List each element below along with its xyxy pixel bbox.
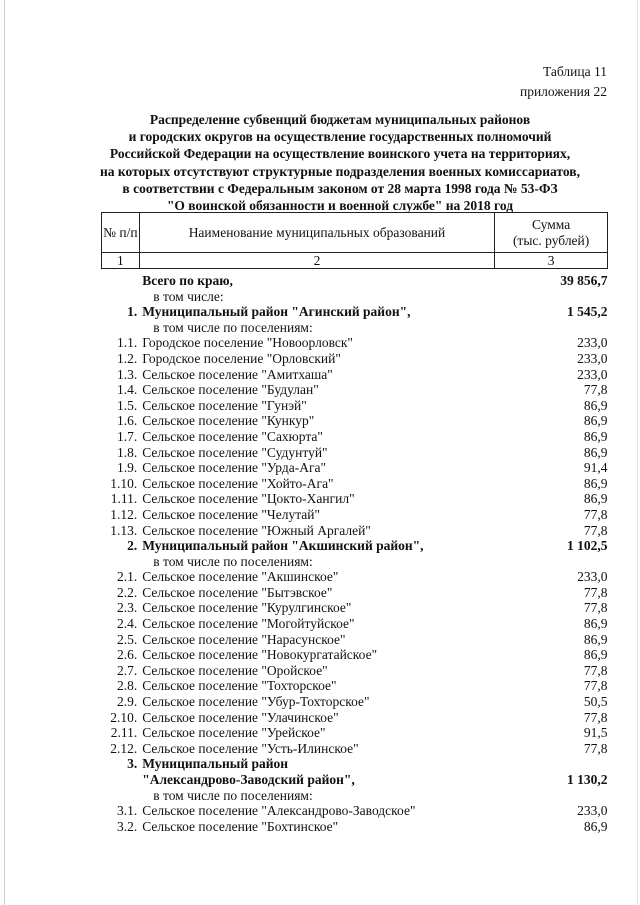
settlement-name: Сельское поселение "Акшинское" bbox=[142, 569, 339, 585]
settlement-name: Сельское поселение "Могойтуйское" bbox=[142, 616, 355, 632]
settlement-row bbox=[102, 741, 608, 757]
settlement-amount: 233,0 bbox=[577, 803, 608, 819]
district-name: Муниципальный район "Агинский район", bbox=[142, 304, 411, 320]
settlement-name: Сельское поселение "Новокургатайское" bbox=[142, 647, 378, 663]
district-amount: 1 102,5 bbox=[567, 538, 608, 554]
title-line: и городских округов на осуществление государственных полномочий bbox=[128, 129, 552, 145]
settlement-row bbox=[102, 335, 608, 351]
title-line: "О воинской обязанности и военной службе" на 2018 год bbox=[166, 198, 514, 214]
district-subheading-row bbox=[102, 320, 608, 336]
table-header-row bbox=[102, 213, 608, 253]
settlement-row bbox=[102, 616, 608, 632]
settlement-amount: 233,0 bbox=[577, 335, 608, 351]
district-subheading: в том числе по поселениям: bbox=[153, 787, 313, 803]
column-header-number: № п/п bbox=[102, 213, 140, 253]
title-line: в соответствии с Федеральным законом от 28 марта 1998 года № 53-ФЗ bbox=[122, 180, 558, 196]
district-name: Муниципальный район bbox=[142, 756, 289, 772]
settlement-row bbox=[102, 413, 608, 429]
column-header-name: Наименование муниципальных образований bbox=[139, 213, 495, 253]
district-number: 1. bbox=[127, 304, 138, 320]
settlement-amount: 77,8 bbox=[583, 522, 608, 538]
district-row bbox=[102, 304, 608, 320]
district-amount: 1 130,2 bbox=[567, 772, 608, 787]
settlement-name: Сельское поселение "Нарасунское" bbox=[142, 631, 346, 647]
settlement-number: 2.1. bbox=[116, 569, 138, 585]
column-number: 3 bbox=[495, 253, 608, 269]
settlement-amount: 77,8 bbox=[583, 600, 608, 616]
title-line: Российской Федерации на осуществление воинского учета на территориях, bbox=[109, 146, 571, 162]
settlement-amount: 86,9 bbox=[583, 647, 608, 663]
settlement-row bbox=[102, 585, 608, 601]
district-number: 2. bbox=[127, 538, 138, 554]
settlement-row bbox=[102, 367, 608, 383]
page-edge-left bbox=[4, 0, 5, 905]
settlement-row bbox=[102, 803, 608, 819]
settlement-name: Сельское поселение "Гунэй" bbox=[142, 397, 307, 413]
settlement-name: Сельское поселение "Судунтуй" bbox=[142, 444, 328, 460]
settlement-number: 2.8. bbox=[116, 678, 138, 694]
settlement-row bbox=[102, 523, 608, 539]
district-subheading-row bbox=[102, 788, 608, 804]
settlement-name: Сельское поселение "Будулан" bbox=[142, 382, 319, 398]
total-label: Всего по краю, bbox=[142, 273, 233, 288]
district-row bbox=[102, 772, 608, 788]
settlement-number: 3.1. bbox=[116, 803, 138, 819]
settlement-amount: 77,8 bbox=[583, 506, 608, 522]
settlement-row bbox=[102, 694, 608, 710]
settlement-amount: 86,9 bbox=[583, 397, 608, 413]
settlement-amount: 233,0 bbox=[577, 350, 608, 366]
settlement-amount: 86,9 bbox=[583, 475, 608, 491]
title-line: Распределение субвенций бюджетам муниципальных районов bbox=[149, 112, 531, 127]
settlement-name: Сельское поселение "Бытэвское" bbox=[142, 584, 333, 600]
page-edge-right bbox=[637, 0, 638, 905]
settlement-row bbox=[102, 445, 608, 461]
settlement-name: Сельское поселение "Урейское" bbox=[142, 725, 326, 741]
settlement-amount: 91,4 bbox=[583, 460, 608, 476]
settlement-amount: 91,5 bbox=[583, 725, 608, 741]
settlement-number: 2.5. bbox=[116, 631, 138, 647]
settlement-amount: 86,9 bbox=[583, 616, 608, 632]
settlement-row bbox=[102, 725, 608, 741]
district-subheading: в том числе по поселениям: bbox=[153, 553, 313, 569]
district-name: Муниципальный район "Акшинский район", bbox=[142, 538, 424, 554]
settlement-row bbox=[102, 632, 608, 648]
settlement-row bbox=[102, 351, 608, 367]
column-header-amount-line1: Сумма bbox=[531, 216, 571, 232]
settlement-name: Сельское поселение "Тохторское" bbox=[142, 678, 337, 694]
settlement-number: 2.10. bbox=[110, 709, 138, 725]
total-amount: 39 856,7 bbox=[560, 273, 608, 288]
settlement-amount: 86,9 bbox=[583, 631, 608, 647]
settlement-row bbox=[102, 600, 608, 616]
column-number: 2 bbox=[139, 253, 495, 269]
settlement-name: Сельское поселение "Сахюрта" bbox=[142, 428, 323, 444]
settlement-amount: 86,9 bbox=[583, 491, 608, 507]
settlement-name: Сельское поселение "Убур-Тохторское" bbox=[142, 694, 370, 710]
settlement-row bbox=[102, 819, 608, 835]
settlement-number: 2.9. bbox=[116, 694, 138, 710]
settlement-name: Сельское поселение "Оройское" bbox=[142, 662, 328, 678]
settlement-number: 2.4. bbox=[116, 616, 138, 632]
column-header-amount-line2: (тыс. рублей) bbox=[512, 232, 590, 248]
settlement-number: 1.2. bbox=[116, 350, 138, 366]
settlement-row bbox=[102, 663, 608, 679]
settlement-number: 2.11. bbox=[110, 725, 138, 741]
settlement-amount: 233,0 bbox=[577, 366, 608, 382]
settlement-amount: 86,9 bbox=[583, 428, 608, 444]
settlement-row bbox=[102, 382, 608, 398]
settlement-number: 2.7. bbox=[116, 662, 138, 678]
settlement-name: Сельское поселение "Цокто-Хангил" bbox=[142, 491, 355, 507]
district-amount: 1 545,2 bbox=[567, 304, 608, 320]
settlement-number: 1.11. bbox=[110, 491, 138, 507]
settlement-number: 1.6. bbox=[116, 413, 138, 429]
settlement-number: 1.4. bbox=[116, 382, 138, 398]
settlement-amount: 233,0 bbox=[577, 569, 608, 585]
settlement-number: 3.2. bbox=[116, 818, 138, 834]
settlement-number: 1.7. bbox=[116, 428, 138, 444]
settlement-name: Сельское поселение "Южный Аргалей" bbox=[142, 522, 371, 538]
settlement-number: 1.10. bbox=[110, 475, 138, 491]
settlement-number: 1.13. bbox=[110, 522, 138, 538]
settlement-amount: 77,8 bbox=[583, 740, 608, 756]
settlement-amount: 77,8 bbox=[583, 584, 608, 600]
settlement-name: Сельское поселение "Челутай" bbox=[142, 506, 320, 522]
settlement-name: Сельское поселение "Усть-Илинское" bbox=[142, 740, 359, 756]
document-title bbox=[60, 111, 620, 214]
settlement-number: 1.5. bbox=[116, 397, 138, 413]
district-subheading: в том числе по поселениям: bbox=[153, 319, 313, 335]
column-number-row bbox=[102, 253, 608, 269]
district-name: "Александрово-Заводский район", bbox=[142, 772, 355, 787]
settlement-amount: 77,8 bbox=[583, 709, 608, 725]
settlement-name: Сельское поселение "Курулгинское" bbox=[142, 600, 352, 616]
settlement-row bbox=[102, 460, 608, 476]
settlement-number: 1.9. bbox=[116, 460, 138, 476]
settlement-amount: 86,9 bbox=[583, 444, 608, 460]
settlement-amount: 77,8 bbox=[583, 678, 608, 694]
column-header-amount bbox=[495, 213, 608, 253]
settlement-number: 2.3. bbox=[116, 600, 138, 616]
settlement-number: 2.12. bbox=[110, 740, 138, 756]
settlement-amount: 77,8 bbox=[583, 382, 608, 398]
settlement-name: Сельское поселение "Урда-Ага" bbox=[142, 460, 327, 476]
appendix-reference: приложения 22 bbox=[519, 84, 607, 99]
settlement-row bbox=[102, 710, 608, 726]
settlement-name: Сельское поселение "Хойто-Ага" bbox=[142, 475, 334, 491]
settlement-name: Сельское поселение "Амитхаша" bbox=[142, 366, 333, 382]
settlement-name: Сельское поселение "Улачинское" bbox=[142, 709, 339, 725]
settlement-row bbox=[102, 398, 608, 414]
column-number: 1 bbox=[102, 253, 140, 269]
settlement-row bbox=[102, 569, 608, 585]
settlement-row bbox=[102, 429, 608, 445]
settlement-amount: 50,5 bbox=[583, 694, 608, 710]
settlement-row bbox=[102, 507, 608, 523]
settlement-number: 1.1. bbox=[116, 335, 138, 351]
settlement-amount: 86,9 bbox=[583, 818, 608, 834]
settlement-number: 1.8. bbox=[116, 444, 138, 460]
settlement-row bbox=[102, 491, 608, 507]
settlement-row bbox=[102, 476, 608, 492]
settlement-number: 1.12. bbox=[110, 506, 138, 522]
table-reference: Таблица 11 bbox=[543, 64, 607, 79]
settlement-row bbox=[102, 678, 608, 694]
settlement-number: 2.2. bbox=[116, 584, 138, 600]
district-row bbox=[102, 538, 608, 554]
settlement-number: 2.6. bbox=[116, 647, 138, 663]
settlement-name: Городское поселение "Новоорловск" bbox=[142, 335, 353, 351]
district-row bbox=[102, 756, 608, 772]
district-subheading-row bbox=[102, 554, 608, 570]
total-subheading-row bbox=[102, 289, 608, 305]
settlement-row bbox=[102, 647, 608, 663]
settlement-name: Сельское поселение "Александрово-Заводское" bbox=[142, 803, 416, 819]
settlement-amount: 86,9 bbox=[583, 413, 608, 429]
title-line: на которых отсутствуют структурные подразделения военных комиссариатов, bbox=[100, 163, 580, 179]
settlement-name: Сельское поселение "Кункур" bbox=[142, 413, 315, 429]
subvention-table bbox=[101, 212, 608, 834]
total-subheading: в том числе: bbox=[153, 288, 224, 304]
district-number: 3. bbox=[127, 756, 138, 772]
settlement-name: Сельское поселение "Бохтинское" bbox=[142, 818, 339, 834]
total-row bbox=[102, 273, 608, 289]
settlement-number: 1.3. bbox=[116, 366, 138, 382]
settlement-amount: 77,8 bbox=[583, 662, 608, 678]
settlement-name: Городское поселение "Орловский" bbox=[142, 350, 341, 366]
